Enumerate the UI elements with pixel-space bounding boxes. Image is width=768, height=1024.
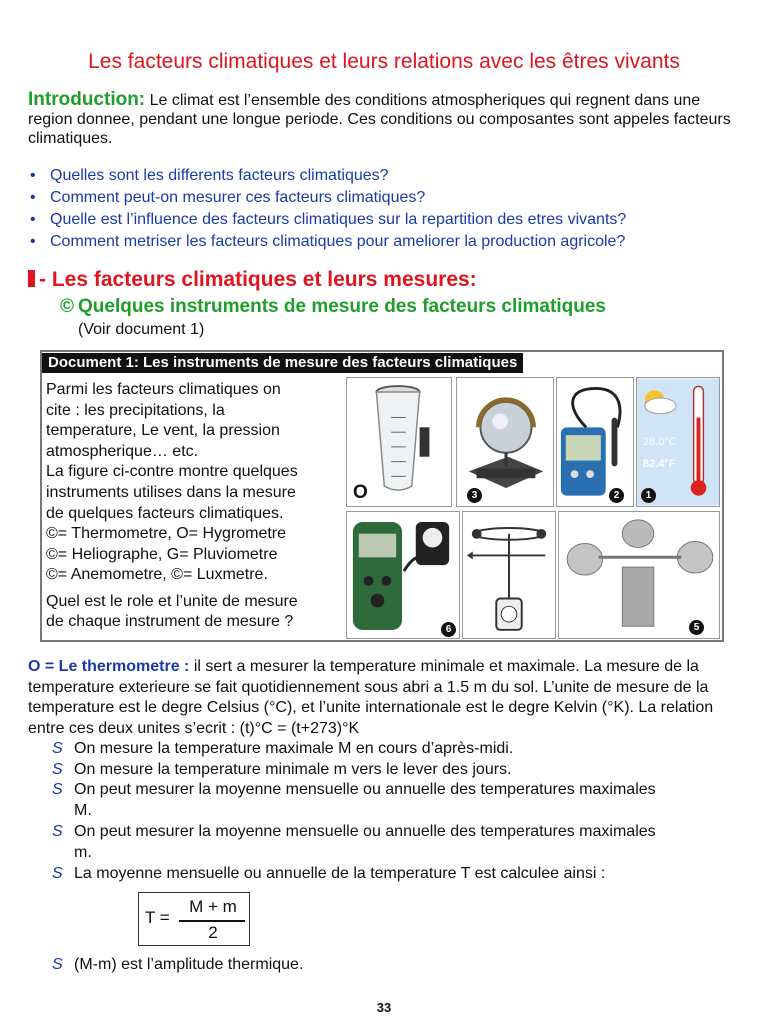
list-item (52, 739, 742, 760)
mean-temperature-formula (138, 892, 250, 946)
thermometer-paragraph (28, 657, 748, 739)
list-item (52, 955, 742, 976)
document-1-header: Document 1: Les instruments de mesure des facteurs climatiques (42, 353, 523, 373)
hygrometer-image (556, 377, 634, 507)
pluviometer-image (346, 377, 452, 507)
image-number-badge: 6 (441, 622, 456, 637)
list-item (52, 780, 742, 821)
text-line: de chaque instrument de mesure ? (46, 613, 294, 630)
copyright-symbol-icon: © (60, 296, 74, 317)
document-1-text (46, 380, 342, 586)
luxmeter-icon (347, 512, 459, 638)
image-number-badge: 1 (641, 488, 656, 503)
text-line: Parmi les facteurs climatiques on (46, 381, 281, 398)
bullet-text: (M-m) est l’amplitude thermique. (74, 956, 304, 973)
list-item: • Quelle est l’influence des facteurs climatiques sur la repartition des etres vivants? (28, 209, 748, 231)
image-number-badge: 3 (467, 488, 482, 503)
page-number: 33 (376, 1000, 392, 1015)
text-line: ©= Anemometre, ©= Luxmetre. (46, 566, 268, 584)
subsection-title: Quelques instruments de mesure des facteurs climatiques (78, 296, 606, 317)
bullet-symbol: S (52, 823, 63, 840)
list-item: • Comment metriser les facteurs climatiques pour ameliorer la production agricole? (28, 231, 748, 253)
thermometer-text: il sert a mesurer la temperature minimale et maximale. La mesure de la temperature exterieure se fait quotidiennement sous abri a 1.5 m du sol. L’unite de mesure de la temperature est le degre Celsius (°C), et l’unite internationale est le degre Kelvin (°K). La relation entre ces deux unites s’ecrit : (t)°C = (t+273)°K (28, 658, 714, 737)
text-line: temperature, Le vent, la pression (46, 422, 280, 440)
page-title: Les facteurs climatiques et leurs relations avec les êtres vivants (88, 50, 680, 73)
image-number-badge: 2 (609, 488, 624, 503)
bullet-symbol: S (52, 956, 63, 973)
heliograph-icon (457, 378, 553, 506)
bullet-symbol: S (52, 781, 63, 798)
text-line: ©= Thermometre, O= Hygrometre (46, 525, 287, 543)
image-label: O (353, 482, 368, 503)
section-heading (28, 268, 477, 292)
formula-lhs: T = (145, 908, 170, 927)
bullet-text: On mesure la temperature minimale m vers le lever des jours. (74, 761, 512, 778)
bullet-symbol: S (52, 865, 63, 882)
text-line: atmospherique… etc. (46, 442, 199, 460)
bullet-symbol: S (52, 761, 63, 778)
bullet-text: On peut mesurer la moyenne mensuelle ou annuelle des temperatures maximales m. (74, 823, 656, 861)
text-line: instruments utilises dans la mesure (46, 483, 296, 501)
image-number-badge: 5 (689, 620, 704, 635)
list-item (52, 822, 742, 863)
thermometer-image (636, 377, 720, 507)
see-document-note: (Voir document 1) (78, 321, 205, 338)
anemometer-vane-icon (463, 512, 555, 638)
introduction-heading: Introduction: (28, 89, 146, 110)
question-list (28, 165, 748, 253)
fahrenheit-reading: 82.4°F (643, 458, 676, 470)
cup-anemometer-image (558, 511, 720, 639)
subsection-heading (60, 296, 606, 318)
bullet-text: On mesure la temperature maximale M en cours d’après-midi. (74, 740, 514, 757)
thermometer-heading: O = Le thermometre : (28, 658, 190, 675)
section-marker-icon (28, 270, 35, 287)
celsius-reading: 28.0°C (643, 436, 677, 448)
formula-numerator: M + m (189, 897, 237, 916)
bullet-symbol: S (52, 740, 63, 757)
list-item: • Quelles sont les differents facteurs climatiques? (28, 165, 748, 187)
document-1-question (46, 592, 342, 632)
list-item (52, 760, 742, 781)
text-line: de quelques facteurs climatiques. (46, 504, 284, 522)
text-line: Quel est le role et l’unite de mesure (46, 593, 298, 610)
text-line: La figure ci-contre montre quelques (46, 463, 298, 481)
heliograph-image (456, 377, 554, 507)
luxmeter-image (346, 511, 460, 639)
anemometer-vane-image (462, 511, 556, 639)
text-line: ©= Heliographe, G= Pluviometre (46, 545, 278, 563)
section-title: - Les facteurs climatiques et leurs mesures: (39, 268, 477, 291)
hygrometer-icon (557, 378, 633, 506)
bullet-text: On peut mesurer la moyenne mensuelle ou annuelle des temperatures maximales M. (74, 781, 656, 819)
fraction-bar (179, 920, 245, 922)
introduction (28, 90, 748, 148)
list-item: • Comment peut-on mesurer ces facteurs climatiques? (28, 187, 748, 209)
bullet-text: La moyenne mensuelle ou annuelle de la temperature T est calculee ainsi : (74, 865, 606, 882)
text-line: cite : les precipitations, la (46, 401, 225, 419)
formula-denominator: 2 (208, 923, 218, 942)
introduction-text: Le climat est l’ensemble des conditions atmospheriques qui regnent dans une region donnee, pendant une longue periode. Ces conditions ou composantes sont appeles facteurs climatiques. (28, 92, 731, 147)
list-item (52, 864, 742, 885)
